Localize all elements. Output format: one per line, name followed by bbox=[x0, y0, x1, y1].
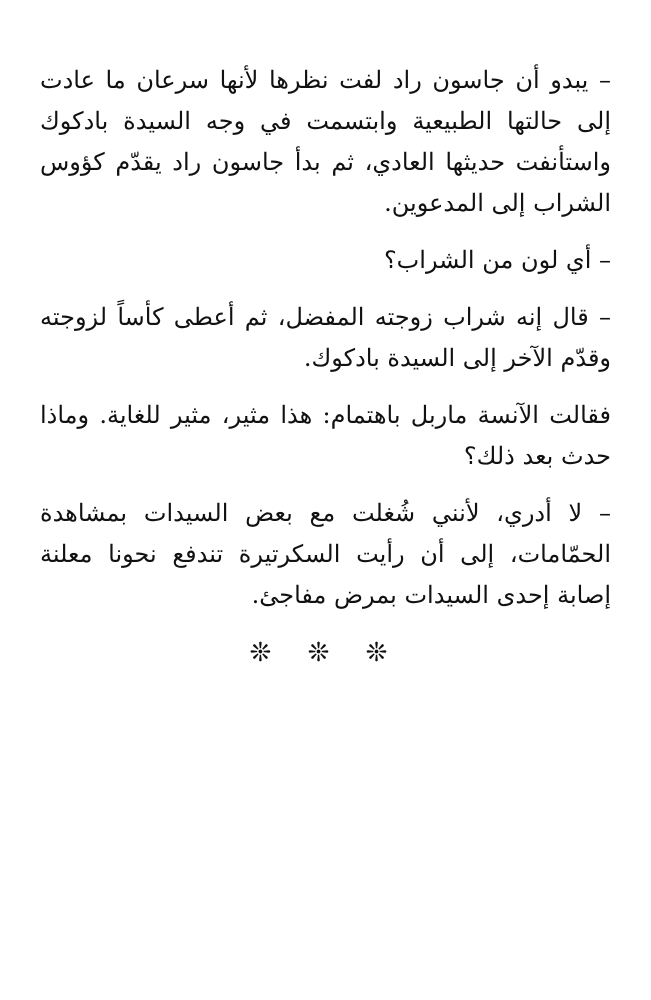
paragraph-4: فقالت الآنسة ماربل باهتمام: هذا مثير، مثير للغاية. وماذا حدث بعد ذلك؟ bbox=[40, 401, 611, 470]
paragraph-5: – لا أدري، لأنني شُغلت مع بعض السيدات بمشاهدة الحمّامات، إلى أن رأيت السكرتيرة تندفع نحونا معلنة إصابة إحدى السيدات بمرض مفاجئ. bbox=[40, 499, 611, 609]
paragraph-2: – أي لون من الشراب؟ bbox=[383, 246, 611, 274]
section-separator: ❊ ❊ ❊ bbox=[249, 638, 402, 668]
paragraph-1: – يبدو أن جاسون راد لفت نظرها لأنها سرعان ما عادت إلى حالتها الطبيعية وابتسمت في وجه السيدة بادكوك واستأنفت حديثها العادي، ثم بدأ جاسون راد يقدّم كؤوس الشراب إلى المدعوين. bbox=[40, 66, 611, 217]
paragraph-3: – قال إنه شراب زوجته المفضل، ثم أعطى كأساً لزوجته وقدّم الآخر إلى السيدة بادكوك. bbox=[40, 303, 611, 372]
book-page bbox=[40, 60, 611, 668]
